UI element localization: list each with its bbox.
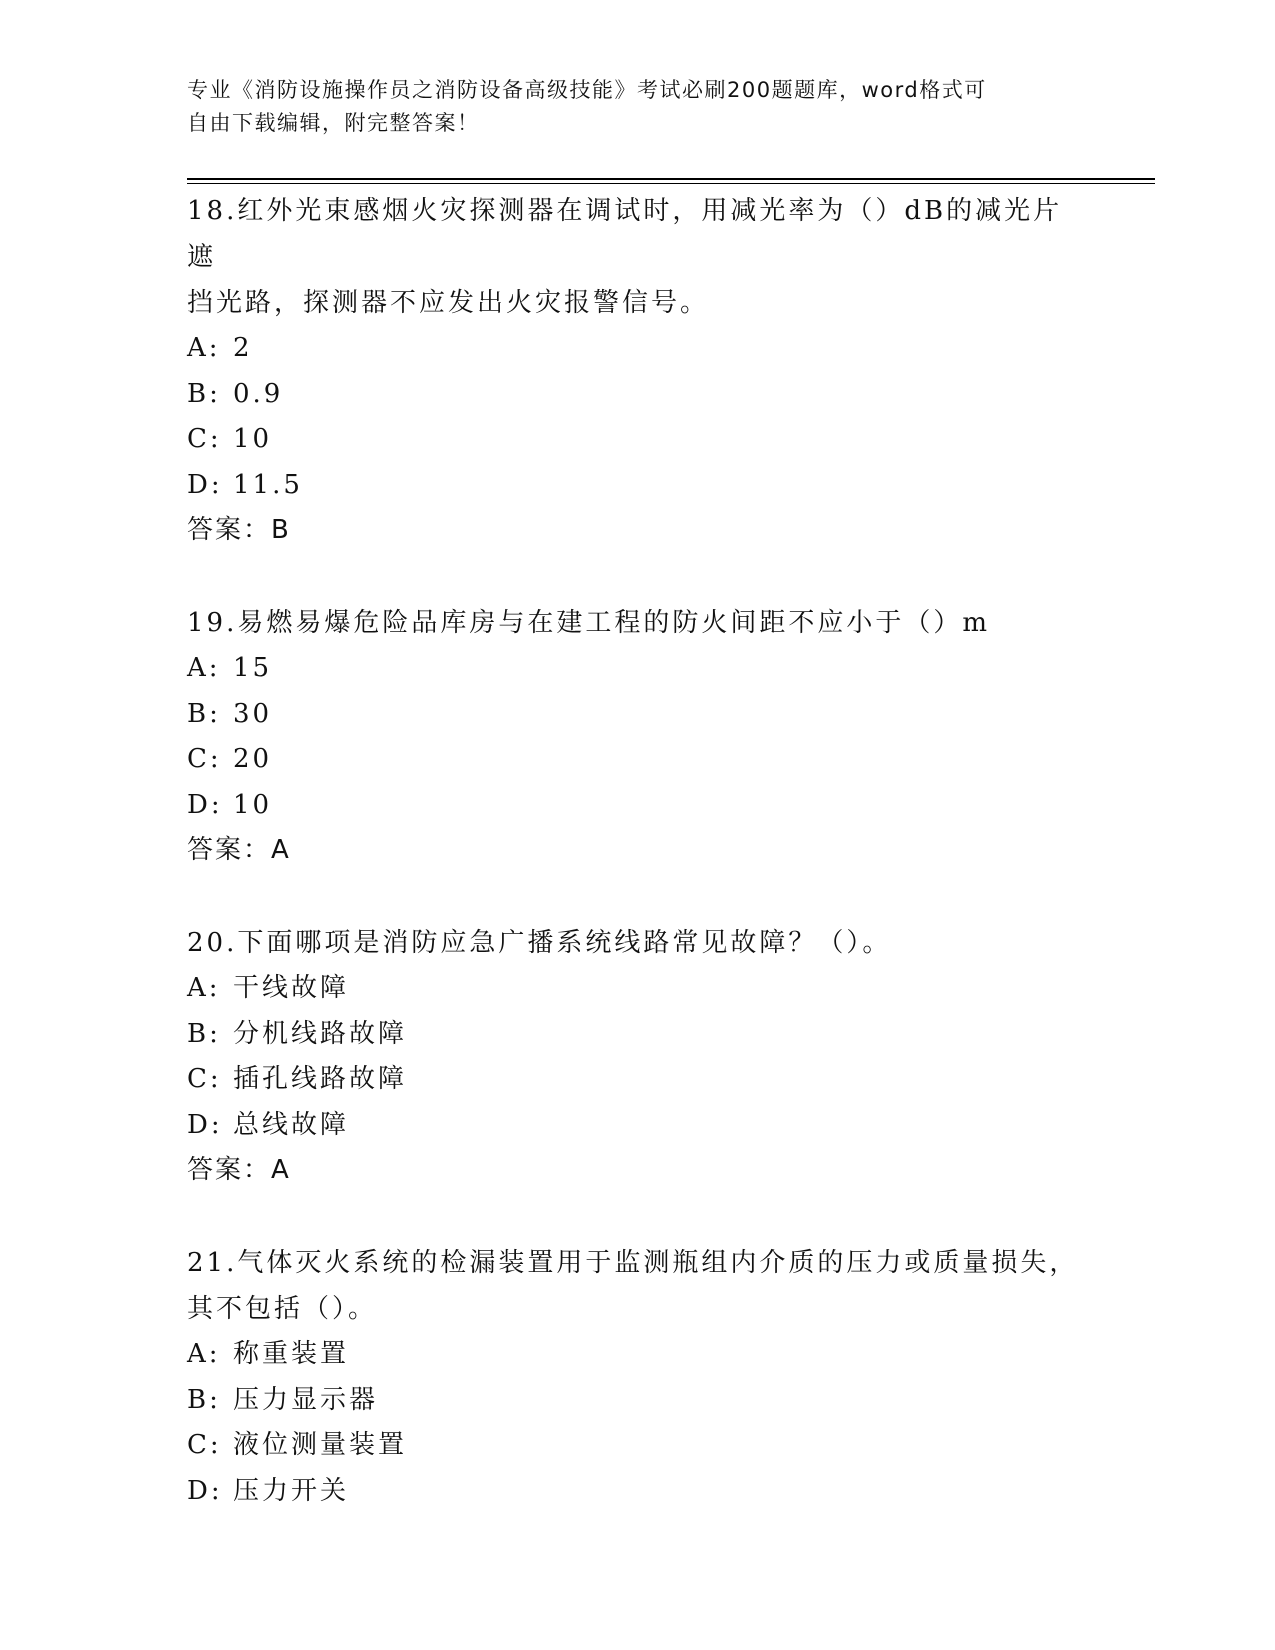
option-letter: B: — [187, 378, 221, 409]
option-text: 20 — [233, 744, 273, 774]
option-text: 干线故障 — [233, 973, 350, 1003]
question-19 — [187, 600, 1087, 873]
option-text: 10 — [233, 789, 273, 820]
option-text: 15 — [233, 653, 273, 683]
option-text: 压力显示器 — [233, 1384, 379, 1415]
answer-line: 答案：A — [187, 835, 291, 865]
option-letter: A: — [187, 1339, 221, 1369]
option-letter: D: — [187, 789, 223, 820]
option-text: 2 — [233, 333, 253, 363]
option-a — [187, 1332, 1087, 1378]
option-text: 总线故障 — [233, 1109, 350, 1140]
option-b — [187, 1378, 1087, 1424]
option-letter: C: — [187, 744, 222, 774]
question-text-line: 20.下面哪项是消防应急广播系统线路常见故障？（）。 — [187, 928, 892, 958]
option-letter: B: — [187, 698, 221, 729]
option-text: 分机线路故障 — [233, 1018, 408, 1049]
question-18 — [187, 188, 1087, 553]
question-text-line: 其不包括（）。 — [187, 1294, 378, 1324]
answer-line: 答案：A — [187, 1155, 291, 1185]
option-letter: C: — [187, 1064, 222, 1094]
option-text: 11.5 — [233, 469, 303, 500]
option-letter: D: — [187, 1475, 223, 1506]
option-text: 称重装置 — [233, 1339, 350, 1369]
question-text-line: 21.气体灭火系统的检漏装置用于监测瓶组内介质的压力或质量损失， — [187, 1248, 1079, 1278]
option-b — [187, 1012, 1087, 1058]
option-letter: C: — [187, 1430, 222, 1460]
header-line-1: 专业《消防设施操作员之消防设备高级技能》考试必刷200题题库，word格式可 — [187, 78, 987, 102]
option-letter: C: — [187, 424, 222, 454]
option-d — [187, 1103, 1087, 1149]
option-a — [187, 646, 1087, 692]
option-letter: B: — [187, 1018, 221, 1049]
option-text: 压力开关 — [233, 1475, 350, 1506]
header-line-2: 自由下载编辑，附完整答案！ — [187, 111, 480, 135]
option-a — [187, 326, 1087, 372]
option-letter: D: — [187, 1109, 223, 1140]
option-c — [187, 417, 1087, 463]
option-b — [187, 692, 1087, 738]
option-letter: D: — [187, 469, 223, 500]
option-text: 插孔线路故障 — [233, 1064, 408, 1094]
option-text: 液位测量装置 — [233, 1430, 408, 1460]
question-text — [187, 920, 1087, 966]
question-text — [187, 1240, 1087, 1332]
option-a — [187, 966, 1087, 1012]
question-list — [187, 188, 1087, 1561]
question-text — [187, 188, 1087, 326]
document-header — [187, 74, 1087, 140]
question-20 — [187, 920, 1087, 1193]
option-c — [187, 737, 1087, 783]
option-letter: B: — [187, 1384, 221, 1415]
option-letter: A: — [187, 333, 221, 363]
option-text: 10 — [233, 424, 273, 454]
question-text-line: 19.易燃易爆危险品库房与在建工程的防火间距不应小于（）m — [187, 608, 991, 638]
option-c — [187, 1057, 1087, 1103]
header-divider-thin — [187, 183, 1155, 184]
option-d — [187, 1469, 1087, 1515]
option-text: 0.9 — [233, 378, 284, 409]
question-text-line: 18.红外光束感烟火灾探测器在调试时，用减光率为（）dB的减光片遮 — [187, 196, 1063, 272]
option-b — [187, 372, 1087, 418]
question-text — [187, 600, 1087, 646]
option-d — [187, 783, 1087, 829]
option-letter: A: — [187, 973, 221, 1003]
question-21 — [187, 1240, 1087, 1514]
question-text-line: 挡光路，探测器不应发出火灾报警信号。 — [187, 288, 710, 318]
header-divider-thick — [187, 178, 1155, 180]
option-letter: A: — [187, 653, 221, 683]
option-d — [187, 463, 1087, 509]
option-text: 30 — [233, 698, 273, 729]
option-c — [187, 1423, 1087, 1469]
answer-line: 答案：B — [187, 515, 291, 545]
